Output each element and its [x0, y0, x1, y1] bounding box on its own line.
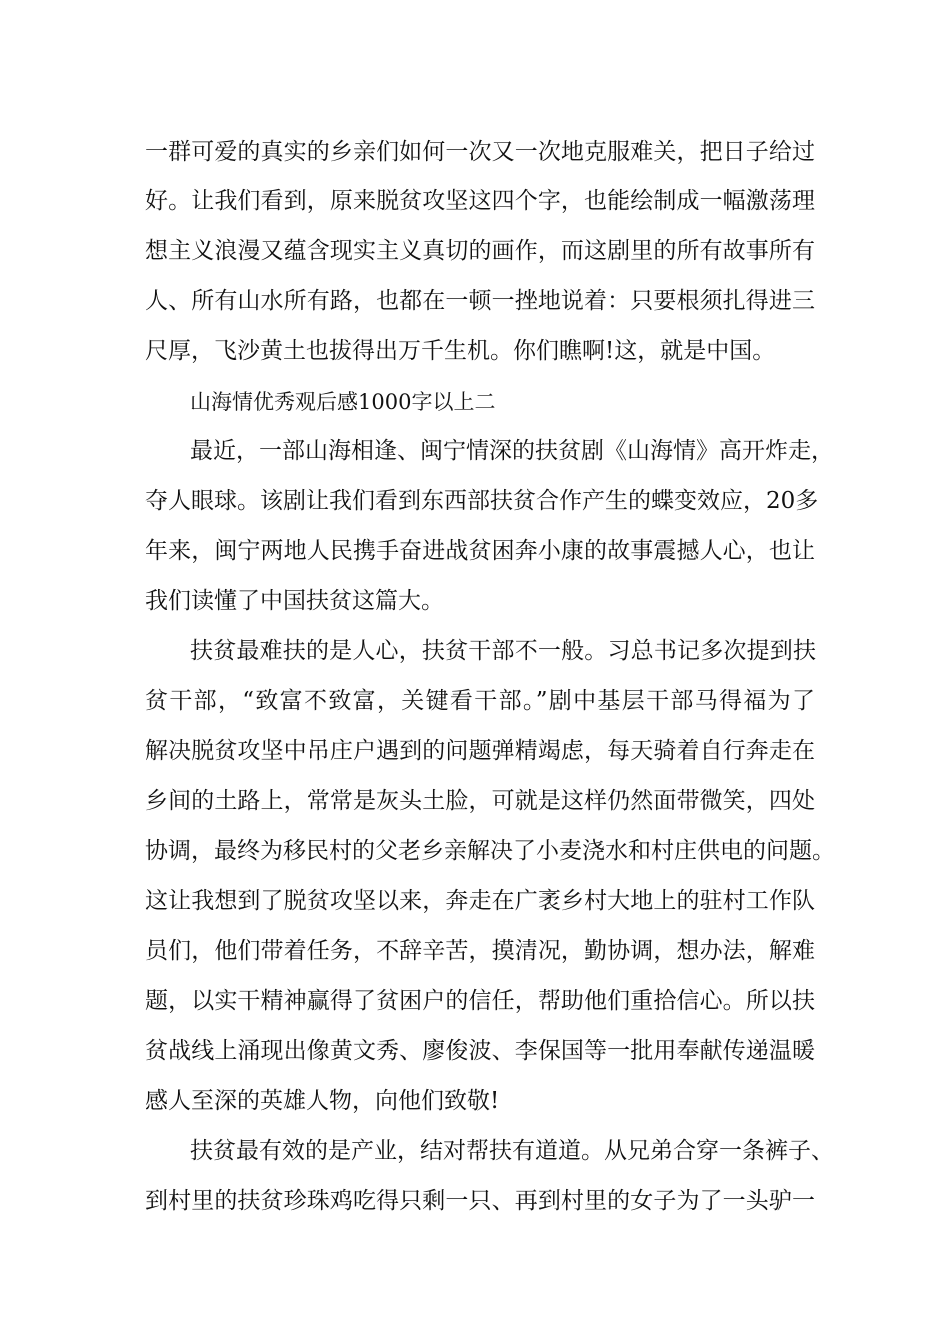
- paragraph-line: 想主义浪漫又蕴含现实主义真切的画作，而这剧里的所有故事所有: [145, 238, 815, 264]
- paragraph-line: 好。让我们看到，原来脱贫攻坚这四个字，也能绘制成一幅激荡理: [145, 188, 815, 214]
- paragraph-line: 贫战线上涌现出像黄文秀、廖俊波、李保国等一批用奉献传递温暖: [145, 1038, 815, 1064]
- paragraph-line: 尺厚，飞沙黄土也拔得出万千生机。你们瞧啊!这，就是中国。: [145, 338, 776, 364]
- paragraph-line: 一群可爱的真实的乡亲们如何一次又一次地克服难关，把日子给过: [145, 139, 815, 165]
- paragraph-line: 感人至深的英雄人物，向他们致敬!: [145, 1088, 500, 1114]
- paragraph-line: 到村里的扶贫珍珠鸡吃得只剩一只、再到村里的女子为了一头驴一: [145, 1188, 815, 1214]
- paragraph-line: 夺人眼球。该剧让我们看到东西部扶贫合作产生的蝶变效应，20多: [145, 488, 819, 514]
- paragraph-line: 员们，他们带着任务，不辞辛苦，摸清况，勤协调，想办法，解难: [145, 938, 815, 964]
- paragraph-line: 年来，闽宁两地人民携手奋进战贫困奔小康的故事震撼人心，也让: [145, 538, 815, 564]
- paragraph-line: 乡间的土路上，常常是灰头土脸，可就是这样仍然面带微笑，四处: [145, 788, 815, 814]
- paragraph-line: 扶贫最难扶的是人心，扶贫干部不一般。习总书记多次提到扶: [190, 638, 816, 664]
- paragraph-line: 最近，一部山海相逢、闽宁情深的扶贫剧《山海情》高开炸走，: [190, 438, 834, 464]
- paragraph-line: 解决脱贫攻坚中吊庄户遇到的问题弹精竭虑，每天骑着自行奔走在: [145, 738, 815, 764]
- paragraph-line: 我们读懂了中国扶贫这篇大。: [145, 588, 444, 614]
- paragraph-line: 这让我想到了脱贫攻坚以来，奔走在广袤乡村大地上的驻村工作队: [145, 888, 815, 914]
- paragraph-line: 协调，最终为移民村的父老乡亲解决了小麦浇水和村庄供电的问题。: [145, 838, 835, 864]
- paragraph-line: 人、所有山水所有路，也都在一顿一挫地说着：只要根须扎得进三: [145, 288, 815, 314]
- section-heading: 山海情优秀观后感1000字以上二: [190, 390, 496, 414]
- paragraph-line: 题，以实干精神赢得了贫困户的信任，帮助他们重拾信心。所以扶: [145, 988, 815, 1014]
- paragraph-line: 扶贫最有效的是产业，结对帮扶有道道。从兄弟合穿一条裤子、: [190, 1138, 834, 1164]
- paragraph-line: 贫干部，“致富不致富，关键看干部。”剧中基层干部马得福为了: [145, 688, 815, 714]
